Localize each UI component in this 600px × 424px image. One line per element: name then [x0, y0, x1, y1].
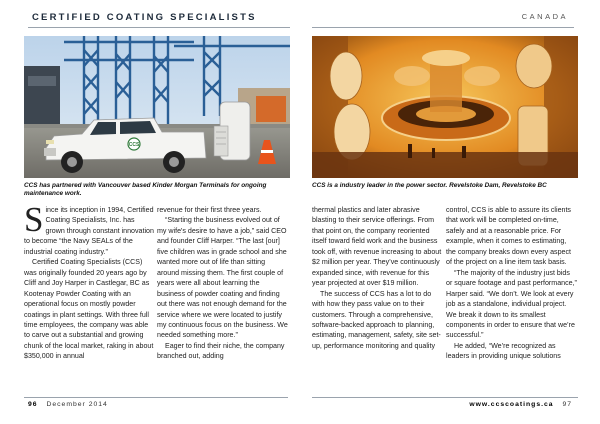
article-paragraph: “The majority of the industry just bids or square footage and past performance,” Harper said. “We don’t. We look at every job as a standalone, individual project. We break it down to its smallest components in order to ensure that we’re successful.”: [446, 268, 577, 340]
article-paragraph: revenue for their first three years.: [157, 206, 262, 214]
footer-rule-right: [312, 397, 578, 398]
door-logo: CCS: [128, 142, 140, 148]
terminal-truck-illustration: [24, 36, 290, 178]
article-column-2: [157, 205, 288, 362]
article-paragraph: “Starting the business evolved out of my wife's desire to have a job,” said CEO and founder Cliff Harper. “The last [our] five children was in grade school and she wanted more out of life than sitting around missing them. The first couple of years were all about learning the business of powder coating and finding out there was not enough demand for the service where we were located to justify my continuous focus on the business. We needed something more.”: [157, 216, 288, 340]
page-number-right: 97: [562, 401, 572, 408]
article-column-3: [312, 205, 443, 351]
article-paragraph: He added, “We’re recognized as leaders in providing unique solutions: [446, 341, 561, 361]
magazine-section-title: CERTIFIED COATING SPECIALISTS: [32, 12, 257, 23]
dam-interior-photo: [312, 36, 578, 178]
website-link[interactable]: www.ccscoatings.ca: [469, 401, 554, 408]
header-rule-left: [28, 27, 290, 28]
drop-cap: S: [24, 200, 44, 239]
right-photo-caption: CCS is a industry leader in the power sector. Revelstoke Dam, Revelstoke BC: [312, 182, 547, 189]
issue-date: December 2014: [46, 401, 108, 408]
article-column-4: [446, 205, 578, 362]
footer-left: [28, 401, 108, 408]
article-column-1: [24, 200, 154, 362]
page-number-left: 96: [28, 401, 38, 408]
dam-interior-illustration: [312, 36, 578, 178]
article-paragraph: thermal plastics and later abrasive blasting to their service offerings. From that point on, the company reoriented itself toward field work and the business took off, with revenue increasing to about $2 million per year. They’ve continuously expanded since, with revenue for this year projected at over $19 million.: [312, 206, 442, 288]
region-label: CANADA: [521, 12, 568, 21]
footer-rule-left: [24, 397, 288, 398]
article-paragraph: Certified Coating Specialists (CCS) was originally founded 20 years ago by Cliff and Joy Harper in Castlegar, BC as Kootenay Powder Coating with an operational focus on mostly powder coatings in plant settings. With three full time employees, the company was able to carve out a substantial and growing chunk of the local market, raking in about $350,000 in annual: [24, 258, 154, 361]
left-photo-caption: CCS has partnered with Vancouver based Kinder Morgan Terminals for ongoing maintenance work.: [24, 182, 267, 197]
article-paragraph: ince its inception in 1994, Certified Coating Specialists, Inc. has grown through constant innovation to become “the Navy SEALs of the industrial coating industry.”: [24, 206, 154, 256]
header-rule-right: [312, 27, 574, 28]
terminal-truck-photo: [24, 36, 290, 178]
article-paragraph: control, CCS is able to assure its clients that work will be completed on-time, safely and at a reasonable price. For example, when it comes to estimating, the company breaks down every aspect of the project on a line item task basis.: [446, 206, 571, 267]
article-paragraph: The success of CCS has a lot to do with how they pass value on to their customers. Through a comprehensive, software-backed approach to planning, estimating, management, safety, site set-up, performance monitoring and quality: [312, 289, 441, 350]
article-paragraph: Eager to find their niche, the company branched out, adding: [157, 341, 285, 361]
footer-right: [469, 401, 572, 408]
